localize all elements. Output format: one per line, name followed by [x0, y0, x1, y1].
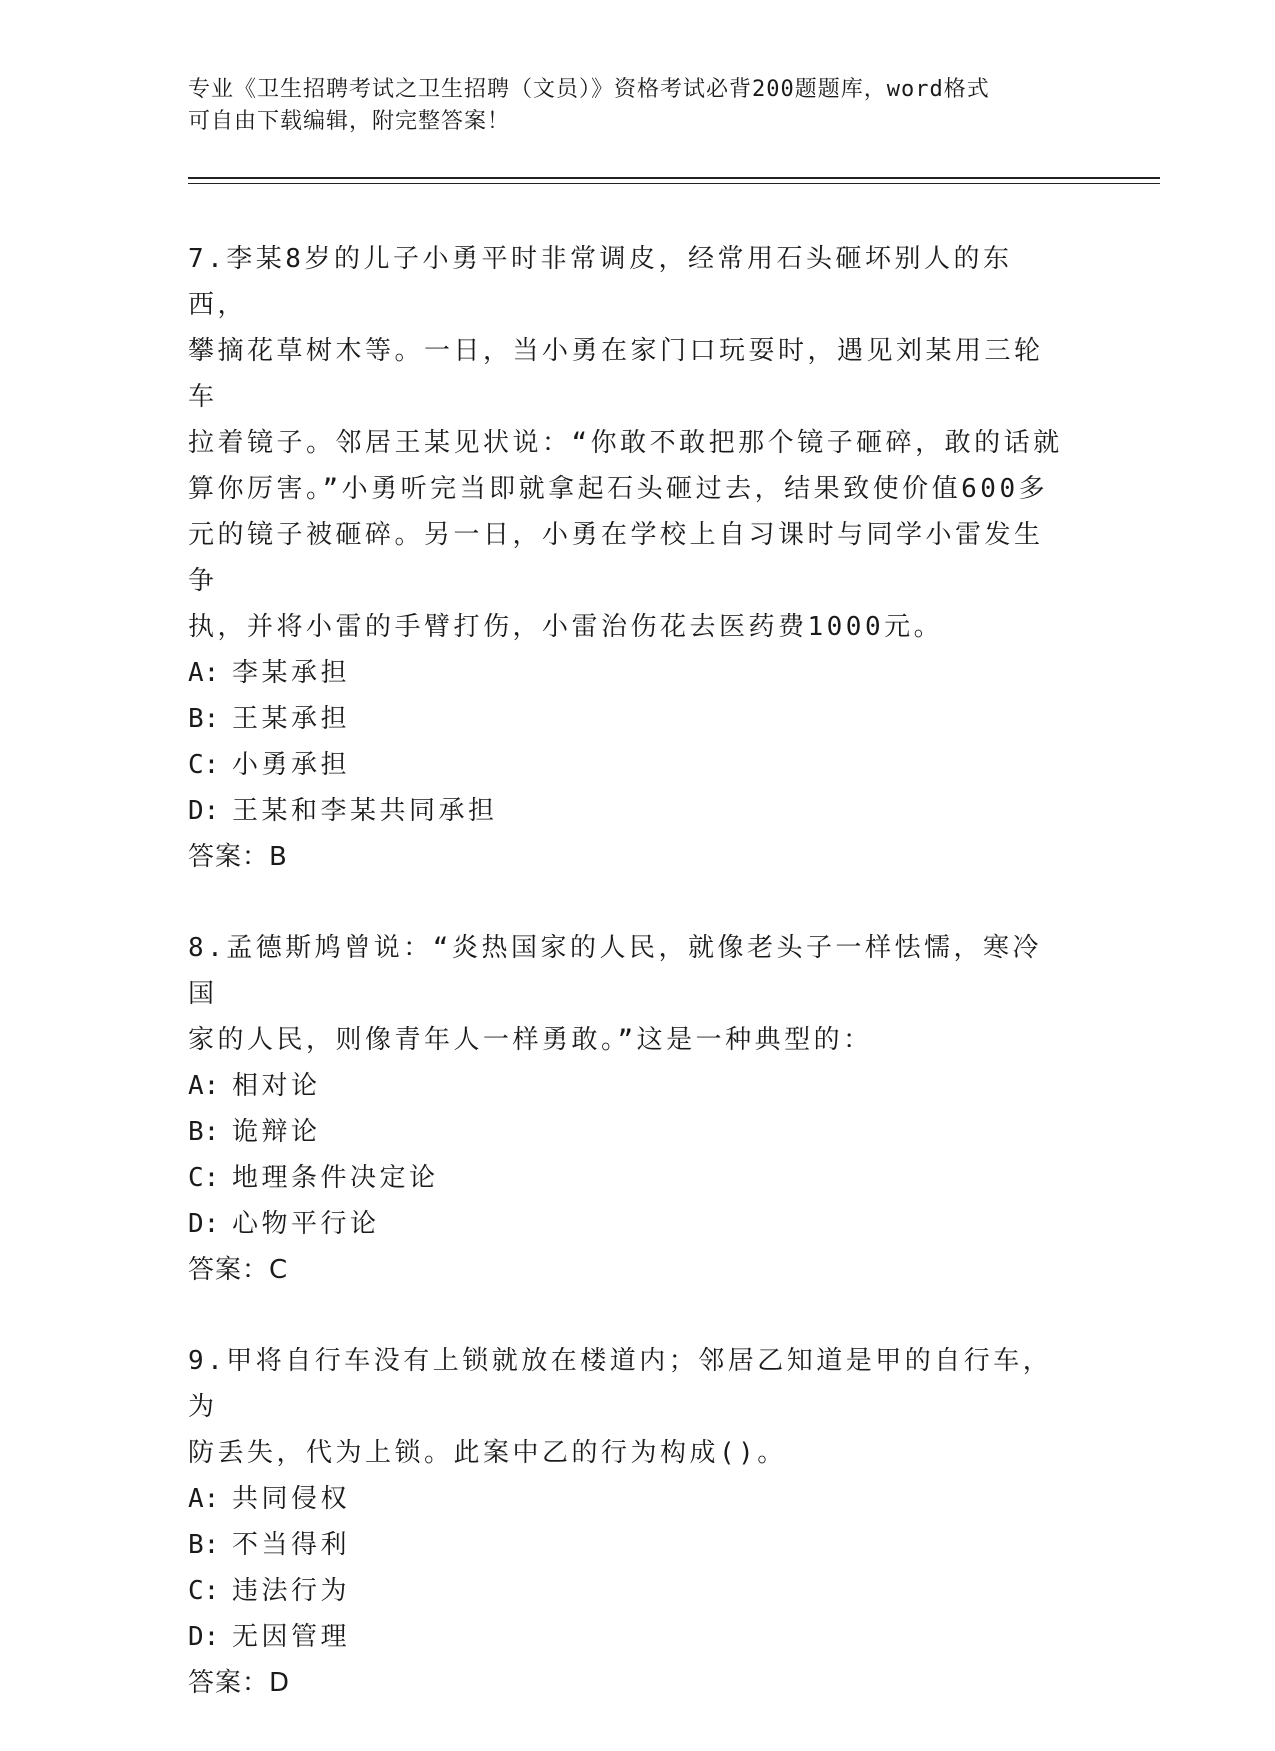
- option-letter: C:: [188, 750, 220, 780]
- stem-line: 9.甲将自行车没有上锁就放在楼道内；邻居乙知道是甲的自行车，为: [188, 1346, 1053, 1422]
- option-text: 王某承担: [232, 704, 351, 734]
- option-c: [188, 1155, 1068, 1201]
- header-divider-thin: [188, 183, 1160, 184]
- option-c: [188, 1568, 1068, 1614]
- option-letter: D:: [188, 796, 220, 826]
- option-letter: B:: [188, 704, 220, 734]
- question-stem: [188, 1338, 1068, 1476]
- question-list: [188, 236, 1068, 1751]
- header-line-1: 专业《卫生招聘考试之卫生招聘（文员）》资格考试必背200题题库，word格式: [188, 77, 990, 102]
- stem-line: 执，并将小雷的手臂打伤，小雷治伤花去医药费1000元。: [188, 612, 944, 642]
- header-divider-thick: [188, 177, 1160, 179]
- option-letter: A:: [188, 1484, 220, 1514]
- stem-line: 7.李某8岁的儿子小勇平时非常调皮，经常用石头砸坏别人的东西，: [188, 244, 1013, 320]
- option-a: [188, 1063, 1068, 1109]
- option-d: [188, 788, 1068, 834]
- document-header: [188, 74, 1068, 138]
- option-d: [188, 1614, 1068, 1660]
- stem-line: 8.孟德斯鸠曾说：“炎热国家的人民，就像老头子一样怯懦，寒冷国: [188, 933, 1042, 1009]
- option-letter: D:: [188, 1622, 220, 1652]
- option-text: 无因管理: [232, 1622, 351, 1652]
- option-text: 相对论: [232, 1071, 321, 1101]
- question-9: [188, 1338, 1068, 1706]
- stem-line: 家的人民，则像青年人一样勇敢。”这是一种典型的：: [188, 1025, 873, 1055]
- question-stem: [188, 236, 1068, 650]
- question-7: [188, 236, 1068, 880]
- stem-line: 算你厉害。”小勇听完当即就拿起石头砸过去，结果致使价值600多: [188, 474, 1049, 504]
- option-letter: B:: [188, 1530, 220, 1560]
- option-letter: A:: [188, 658, 220, 688]
- option-b: [188, 696, 1068, 742]
- option-letter: B:: [188, 1117, 220, 1147]
- answer-line: 答案：D: [188, 1668, 291, 1698]
- option-text: 小勇承担: [232, 750, 351, 780]
- stem-line: 防丢失，代为上锁。此案中乙的行为构成()。: [188, 1438, 787, 1468]
- option-a: [188, 650, 1068, 696]
- question-8: [188, 925, 1068, 1293]
- option-text: 不当得利: [232, 1530, 351, 1560]
- option-letter: C:: [188, 1163, 220, 1193]
- question-stem: [188, 925, 1068, 1063]
- header-line-2: 可自由下载编辑，附完整答案！: [188, 109, 511, 134]
- option-text: 地理条件决定论: [232, 1163, 439, 1193]
- stem-line: 元的镜子被砸碎。另一日，小勇在学校上自习课时与同学小雷发生争: [188, 520, 1044, 596]
- option-text: 李某承担: [232, 658, 351, 688]
- option-b: [188, 1522, 1068, 1568]
- option-d: [188, 1201, 1068, 1247]
- option-letter: A:: [188, 1071, 220, 1101]
- option-c: [188, 742, 1068, 788]
- option-text: 心物平行论: [232, 1209, 380, 1239]
- option-text: 违法行为: [232, 1576, 351, 1606]
- option-a: [188, 1476, 1068, 1522]
- option-b: [188, 1109, 1068, 1155]
- stem-line: 拉着镜子。邻居王某见状说：“你敢不敢把那个镜子砸碎，敢的话就: [188, 428, 1063, 458]
- answer-line: 答案：B: [188, 842, 288, 872]
- option-letter: D:: [188, 1209, 220, 1239]
- answer-line: 答案：C: [188, 1255, 289, 1285]
- option-text: 王某和李某共同承担: [232, 796, 498, 826]
- option-text: 共同侵权: [232, 1484, 351, 1514]
- stem-line: 攀摘花草树木等。一日，当小勇在家门口玩耍时，遇见刘某用三轮车: [188, 336, 1044, 412]
- option-letter: C:: [188, 1576, 220, 1606]
- option-text: 诡辩论: [232, 1117, 321, 1147]
